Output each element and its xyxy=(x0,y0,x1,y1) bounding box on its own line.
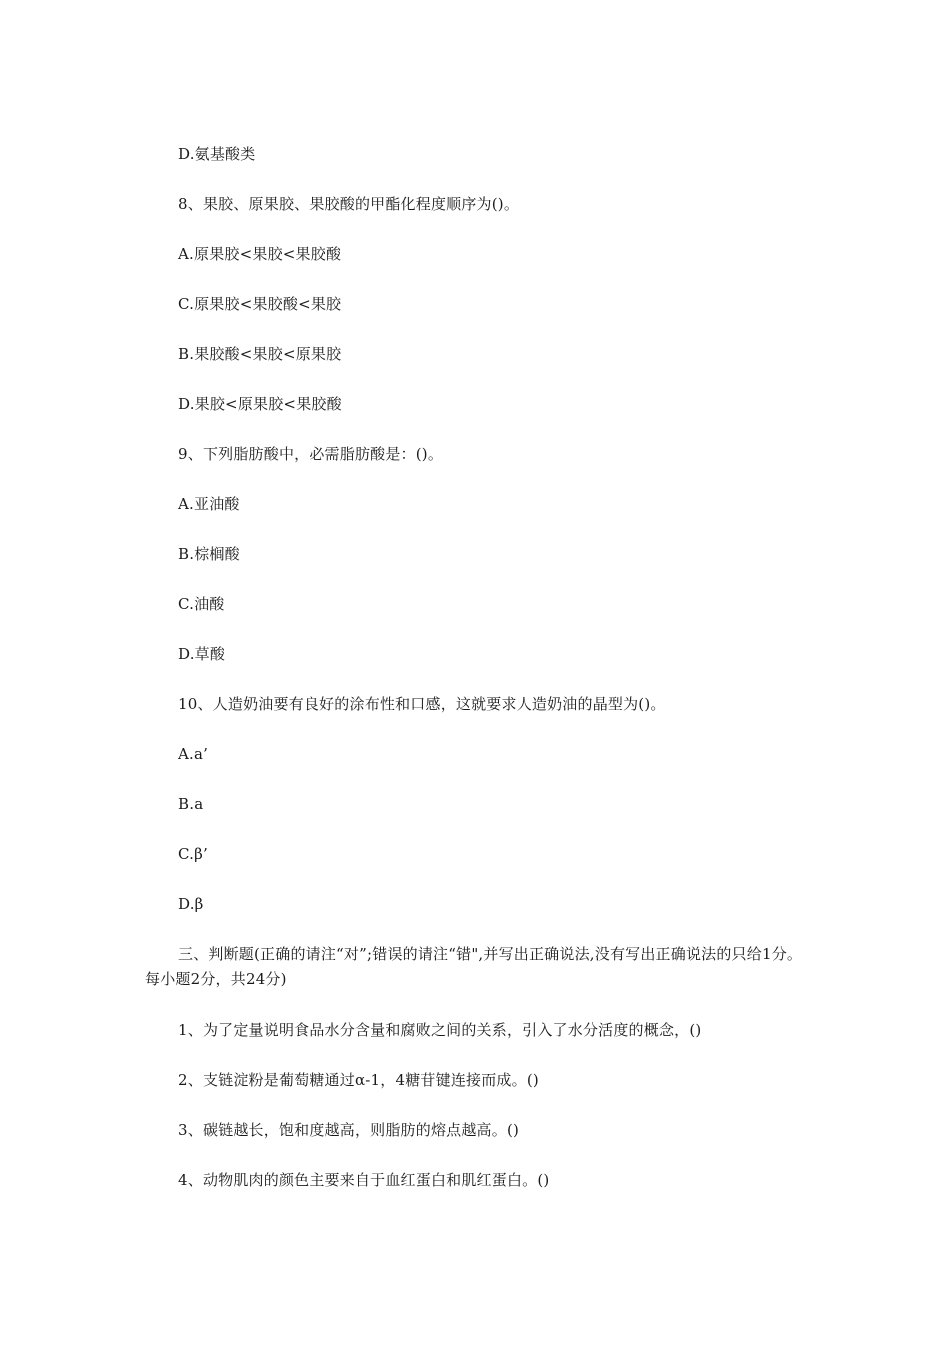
judgment-2: 2、支链淀粉是葡萄糖通过α-1，4糖苷键连接而成。() xyxy=(178,1071,539,1089)
option-9c: C.油酸 xyxy=(178,595,225,613)
option-7d: D.氨基酸类 xyxy=(178,145,256,163)
option-8b: B.果胶酸<果胶<原果胶 xyxy=(178,345,342,363)
option-8d: D.果胶<原果胶<果胶酸 xyxy=(178,395,342,413)
question-10: 10、人造奶油要有良好的涂布性和口感，这就要求人造奶油的晶型为()。 xyxy=(178,695,666,713)
judgment-3: 3、碳链越长，饱和度越高，则脂肪的熔点越高。() xyxy=(178,1121,520,1139)
option-10a: A.a’ xyxy=(178,745,209,763)
judgment-1: 1、为了定量说明食品水分含量和腐败之间的关系，引入了水分活度的概念，() xyxy=(178,1021,702,1039)
option-9b: B.棕榈酸 xyxy=(178,545,240,563)
option-10d: D.β xyxy=(178,895,204,913)
option-8a: A.原果胶<果胶<果胶酸 xyxy=(178,245,342,263)
section-3-heading xyxy=(145,942,810,992)
option-10b: B.a xyxy=(178,795,204,813)
option-9d: D.草酸 xyxy=(178,645,226,663)
option-9a: A.亚油酸 xyxy=(178,495,240,513)
question-8: 8、果胶、原果胶、果胶酸的甲酯化程度顺序为()。 xyxy=(178,195,520,213)
option-10c: C.β’ xyxy=(178,845,208,863)
option-8c: C.原果胶<果胶酸<果胶 xyxy=(178,295,342,313)
question-9: 9、下列脂肪酸中，必需脂肪酸是：()。 xyxy=(178,445,444,463)
judgment-4: 4、动物肌肉的颜色主要来自于血红蛋白和肌红蛋白。() xyxy=(178,1171,550,1189)
section-3-heading-text: 三、判断题(正确的请注“对”;错误的请注“错",并写出正确说法,没有写出正确说法的只给1分。每小题2分，共24分) xyxy=(145,945,803,988)
